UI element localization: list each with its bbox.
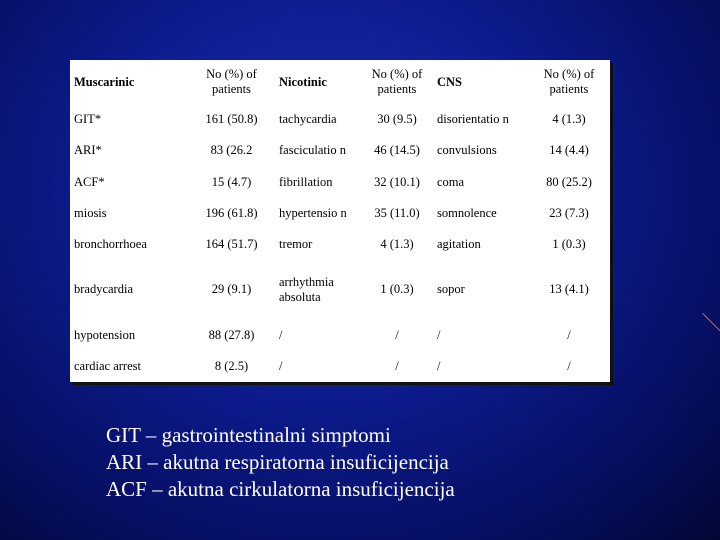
nicotinic-cell: hypertensio n xyxy=(279,206,347,221)
nicotinic-count-cell: / xyxy=(395,358,399,373)
header-muscarinic-count: No (%) of patients xyxy=(206,67,257,96)
legend-line-git: GIT – gastrointestinalni simptomi xyxy=(106,423,391,447)
table-header-row xyxy=(70,60,610,104)
cns-count-cell: / xyxy=(567,358,571,373)
muscarinic-count-cell: 15 (4.7) xyxy=(211,174,252,189)
nicotinic-cell: / xyxy=(279,327,283,342)
nicotinic-count-cell: 1 (0.3) xyxy=(380,282,414,297)
table-row xyxy=(70,167,610,198)
table-row xyxy=(70,104,610,135)
header-cns: CNS xyxy=(437,74,463,89)
muscarinic-count-cell: 88 (27.8) xyxy=(208,327,255,342)
legend-line-acf: ACF – akutna cirkulatorna insuficijencija xyxy=(106,477,455,501)
muscarinic-cell: miosis xyxy=(74,206,107,221)
cns-count-cell: / xyxy=(567,327,571,342)
symptoms-table-panel xyxy=(70,60,610,382)
muscarinic-count-cell: 164 (51.7) xyxy=(205,237,258,252)
cns-cell: somnolence xyxy=(437,206,497,221)
muscarinic-cell: cardiac arrest xyxy=(74,358,141,373)
muscarinic-cell: bronchorrhoea xyxy=(74,237,147,252)
cns-cell: / xyxy=(437,358,441,373)
nicotinic-count-cell: / xyxy=(395,327,399,342)
symptoms-table xyxy=(70,60,610,382)
nicotinic-cell: fasciculatio n xyxy=(279,143,346,158)
muscarinic-cell: GIT* xyxy=(74,112,102,127)
nicotinic-count-cell: 46 (14.5) xyxy=(374,143,420,158)
cns-cell: coma xyxy=(437,174,465,189)
muscarinic-count-cell: 83 (26.2 xyxy=(210,143,253,158)
decorative-line xyxy=(702,313,720,335)
table-row xyxy=(70,319,610,350)
muscarinic-cell: ARI* xyxy=(74,143,102,158)
cns-count-cell: 80 (25.2) xyxy=(546,174,592,189)
abbreviation-legend xyxy=(106,422,455,503)
table-row xyxy=(70,135,610,166)
nicotinic-count-cell: 32 (10.1) xyxy=(374,174,420,189)
muscarinic-cell: bradycardia xyxy=(74,282,133,297)
nicotinic-cell: fibrillation xyxy=(279,174,333,189)
cns-count-cell: 4 (1.3) xyxy=(552,112,586,127)
header-nicotinic: Nicotinic xyxy=(279,74,327,89)
nicotinic-count-cell: 30 (9.5) xyxy=(377,112,417,127)
cns-cell: agitation xyxy=(437,237,481,252)
legend-line-ari: ARI – akutna respiratorna insuficijencija xyxy=(106,450,449,474)
header-cns-count: No (%) of patients xyxy=(543,67,595,96)
nicotinic-cell: tachycardia xyxy=(279,112,337,127)
cns-count-cell: 23 (7.3) xyxy=(549,206,589,221)
muscarinic-count-cell: 196 (61.8) xyxy=(205,206,258,221)
nicotinic-count-cell: 35 (11.0) xyxy=(374,206,420,221)
cns-cell: sopor xyxy=(437,282,465,297)
nicotinic-count-cell: 4 (1.3) xyxy=(380,237,414,252)
header-muscarinic: Muscarinic xyxy=(74,74,135,89)
muscarinic-count-cell: 161 (50.8) xyxy=(205,112,258,127)
table-row xyxy=(70,260,610,319)
nicotinic-cell: arrhythmia absoluta xyxy=(279,274,334,304)
nicotinic-cell: / xyxy=(279,358,283,373)
muscarinic-cell: hypotension xyxy=(74,327,136,342)
cns-count-cell: 14 (4.4) xyxy=(549,143,589,158)
cns-cell: / xyxy=(437,327,441,342)
header-nicotinic-count: No (%) of patients xyxy=(371,67,423,96)
table-body xyxy=(70,104,610,382)
cns-cell: convulsions xyxy=(437,143,497,158)
muscarinic-cell: ACF* xyxy=(74,174,105,189)
muscarinic-count-cell: 29 (9.1) xyxy=(211,282,252,297)
muscarinic-count-cell: 8 (2.5) xyxy=(214,358,249,373)
cns-count-cell: 13 (4.1) xyxy=(549,282,589,297)
table-row xyxy=(70,229,610,260)
nicotinic-cell: tremor xyxy=(279,237,313,252)
cns-count-cell: 1 (0.3) xyxy=(552,237,586,252)
table-row xyxy=(70,351,610,382)
cns-cell: disorientatio n xyxy=(437,112,509,127)
table-row xyxy=(70,198,610,229)
